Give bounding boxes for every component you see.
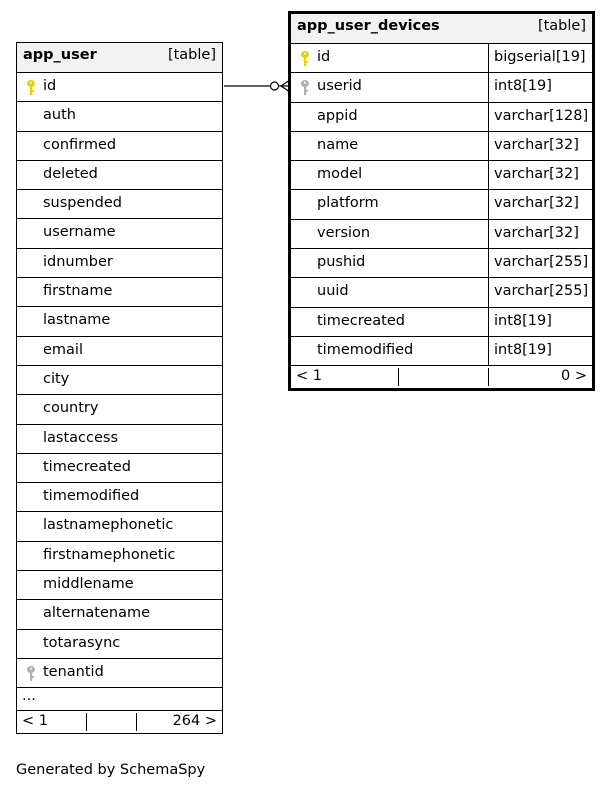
column-name: middlename <box>43 576 134 593</box>
column-type: varchar[128] <box>494 107 589 124</box>
column-name: email <box>43 341 83 358</box>
column-name: appid <box>317 107 358 124</box>
column-name: model <box>317 166 363 183</box>
column-name: alternatename <box>43 605 151 622</box>
column-name: city <box>43 370 70 387</box>
children-count: 264 > <box>172 713 217 730</box>
parents-count: < 1 <box>296 368 322 385</box>
column-name: userid <box>317 78 362 95</box>
column-name: suspended <box>43 195 122 212</box>
column-name: timemodified <box>43 488 140 505</box>
table-name: app_user <box>23 47 97 63</box>
column-name: lastnamephonetic <box>43 517 174 534</box>
column-name: name <box>317 136 359 153</box>
column-name: pushid <box>317 254 366 271</box>
generated-by-label: Generated by SchemaSpy <box>16 762 206 778</box>
children-count: 0 > <box>561 368 587 385</box>
column-name: lastname <box>43 312 111 329</box>
column-name: uuid <box>317 283 349 300</box>
column-name: id <box>317 49 331 65</box>
column-name: auth <box>43 107 76 124</box>
column-type: int8[19] <box>494 312 552 329</box>
column-name: country <box>43 400 99 417</box>
column-type: varchar[255] <box>494 254 589 271</box>
column-type: varchar[32] <box>494 136 579 153</box>
more-columns-text: ... <box>22 688 36 705</box>
column-type: varchar[32] <box>494 195 579 212</box>
table-type: [table] <box>537 18 586 34</box>
column-name: totarasync <box>43 634 121 651</box>
column-type: varchar[255] <box>494 283 589 300</box>
column-type: varchar[32] <box>494 166 579 183</box>
column-name: firstnamephonetic <box>43 546 176 563</box>
column-name: firstname <box>43 283 113 300</box>
table-name: app_user_devices <box>297 18 440 34</box>
column-name: timecreated <box>317 312 405 329</box>
column-name: lastaccess <box>43 429 119 446</box>
column-type: int8[19] <box>494 78 552 95</box>
column-name: timecreated <box>43 458 131 475</box>
column-name: deleted <box>43 165 98 182</box>
parents-count: < 1 <box>22 713 48 730</box>
column-name: version <box>317 224 371 241</box>
column-name: timemodified <box>317 341 414 358</box>
column-type: varchar[32] <box>494 224 579 241</box>
column-name: id <box>43 78 57 94</box>
column-name: idnumber <box>43 253 113 270</box>
column-name: username <box>43 224 116 241</box>
table-type: [table] <box>167 47 216 63</box>
column-type: int8[19] <box>494 341 552 358</box>
zero-cardinality-icon <box>271 82 279 90</box>
column-name: tenantid <box>43 663 104 680</box>
column-name: confirmed <box>43 136 117 153</box>
column-type: bigserial[19] <box>494 49 586 65</box>
column-name: platform <box>317 195 379 212</box>
